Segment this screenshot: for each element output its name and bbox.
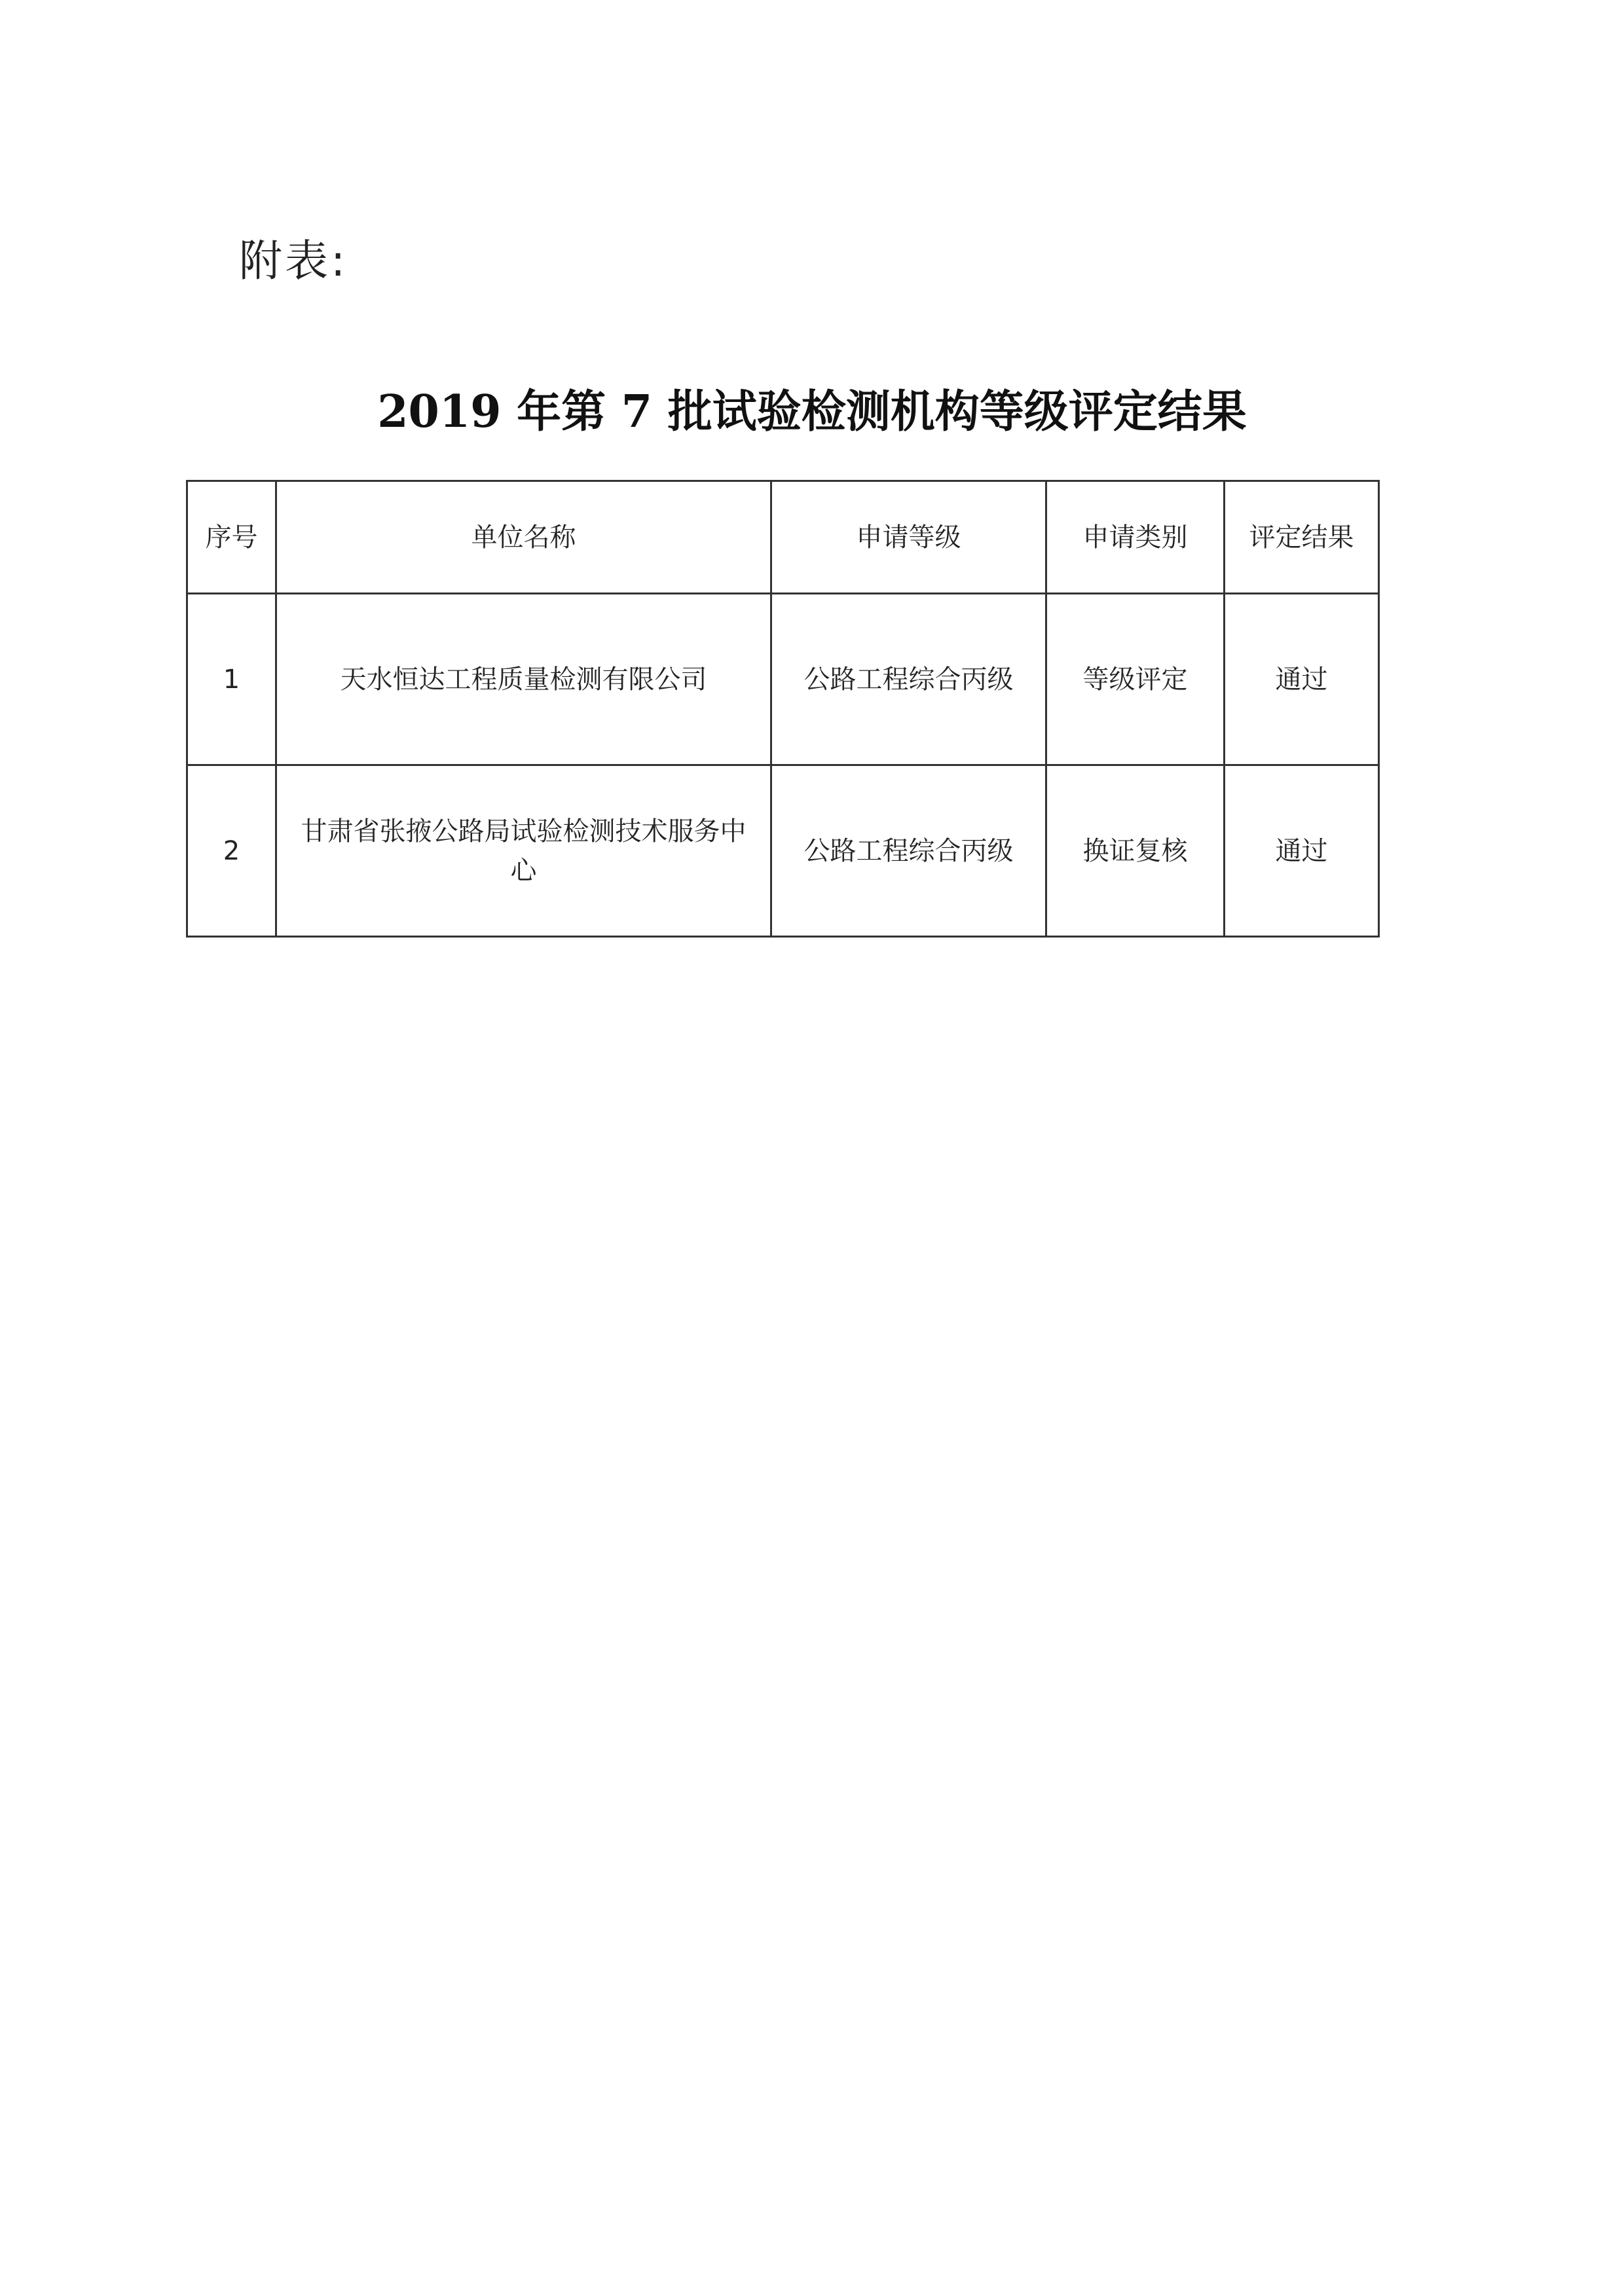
header-name: 单位名称 xyxy=(276,481,771,594)
header-grade: 申请等级 xyxy=(771,481,1046,594)
document-title: 2019 年第 7 批试验检测机构等级评定结果 xyxy=(377,386,1247,438)
cell-result: 通过 xyxy=(1225,765,1379,937)
table-row xyxy=(187,594,1379,765)
header-result: 评定结果 xyxy=(1225,481,1379,594)
cell-grade: 公路工程综合丙级 xyxy=(771,594,1046,765)
cell-name: 甘肃省张掖公路局试验检测技术服务中心 xyxy=(276,765,771,937)
header-type: 申请类别 xyxy=(1046,481,1225,594)
cell-type: 等级评定 xyxy=(1046,594,1225,765)
evaluation-results-table xyxy=(186,480,1380,938)
cell-index: 2 xyxy=(187,765,276,937)
cell-grade: 公路工程综合丙级 xyxy=(771,765,1046,937)
cell-result: 通过 xyxy=(1225,594,1379,765)
table-row xyxy=(187,765,1379,937)
cell-type: 换证复核 xyxy=(1046,765,1225,937)
cell-index: 1 xyxy=(187,594,276,765)
table-header-row xyxy=(187,481,1379,594)
header-index: 序号 xyxy=(187,481,276,594)
cell-name: 天水恒达工程质量检测有限公司 xyxy=(276,594,771,765)
attachment-label: 附表: xyxy=(239,236,348,286)
